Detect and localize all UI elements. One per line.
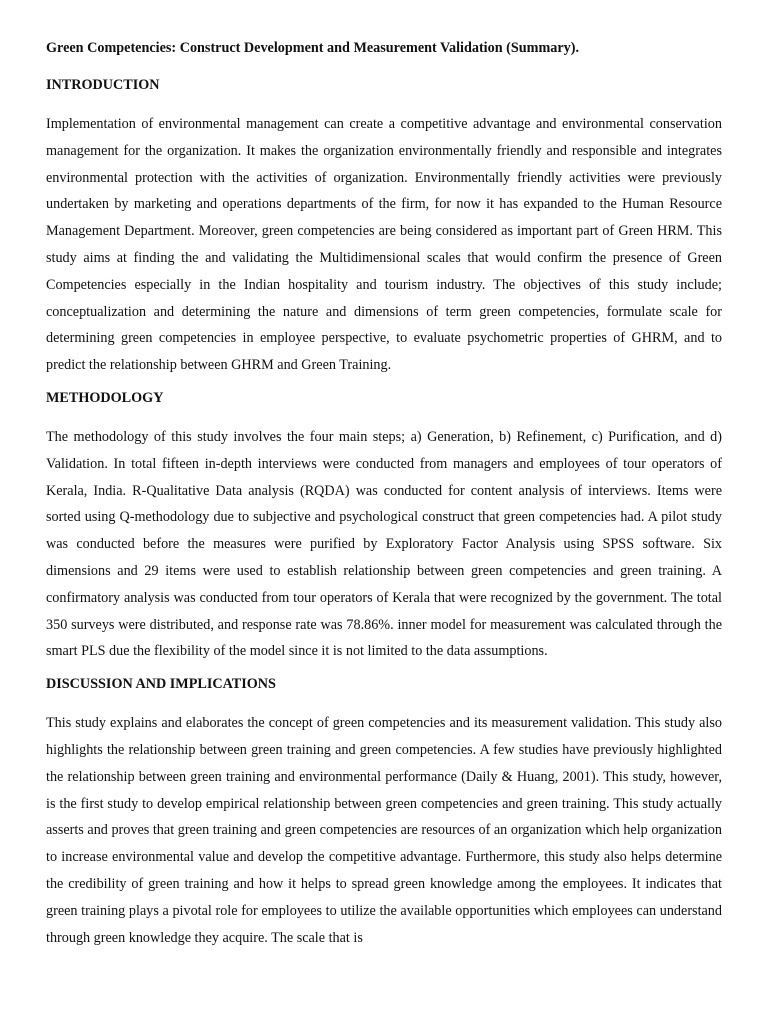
paragraph-methodology: The methodology of this study involves the four main steps; a) Generation, b) Refinement, c) Purification, and d) Validation. In total fifteen in-depth interviews were conducted from managers and employees of tour operators of Kerala, India. R-Qualitative Data analysis (RQDA) was conducted for content analysis of interviews. Items were sorted using Q-methodology due to subjective and psychological construct that green competencies had. A pilot study was conducted before the measures were purified by Exploratory Factor Analysis using SPSS software. Six dimensions and 29 items were used to establish relationship between green competencies and green training. A confirmatory analysis was conducted from tour operators of Kerala that were recognized by the government. The total 350 surveys were distributed, and response rate was 78.86%. inner model for measurement was calculated through the smart PLS due the flexibility of the model since it is not limited to the data assumptions. [46,428,722,660]
document-title: Green Competencies: Construct Development and Measurement Validation (Summary). [46,40,580,56]
heading-discussion: DISCUSSION AND IMPLICATIONS [46,676,276,693]
heading-introduction: INTRODUCTION [46,77,160,93]
heading-methodology: METHODOLOGY [46,389,164,406]
paragraph-discussion: This study explains and elaborates the concept of green competencies and its measurement validation. This study also highlights the relationship between green training and green competencies. A few studies have previously highlighted the relationship between green training and environmental performance (Daily & Huang, 2001). This study, however, is the first study to develop empirical relationship between green competencies and green training. This study actually asserts and proves that green training and green competencies are resources of an organization which help organization to increase environmental value and develop the competitive advantage. Furthermore, this study also helps determine the credibility of green training and how it helps to spread green knowledge among the employees. It indicates that green training plays a pivotal role for employees to utilize the available opportunities which employees can understand through green knowledge they acquire. The scale that is [46,715,722,946]
paragraph-introduction: Implementation of environmental management can create a competitive advantage and environmental conservation management for the organization. It makes the organization environmentally friendly and responsible and integrates environmental protection with the activities of organization. Environmentally friendly activities were previously undertaken by marketing and operations departments of the firm, for now it has expanded to the Human Resource Management Department. Moreover, green competencies are being considered as important part of Green HRM. This study aims at finding the and validating the Multidimensional scales that would confirm the presence of Green Competencies especially in the Indian hospitality and tourism industry. The objectives of this study include; conceptualization and determining the nature and dimensions of term green competencies, formulate scale for determining green competencies in employee perspective, to evaluate psychometric properties of GHRM, and to predict the relationship between GHRM and Green Training. [46,116,722,374]
document-page [46,38,722,951]
